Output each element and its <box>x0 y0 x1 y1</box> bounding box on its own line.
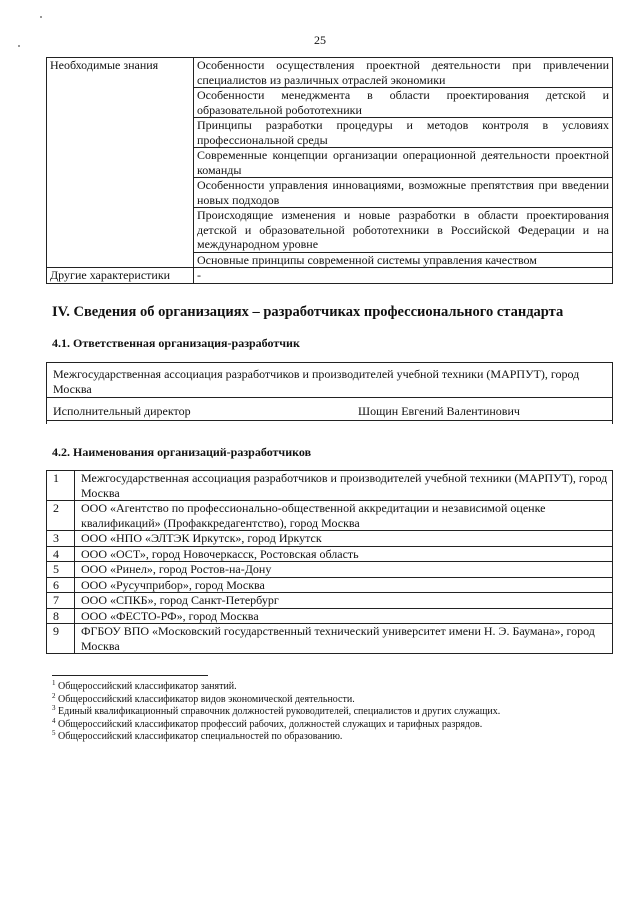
footnote-divider <box>52 675 208 676</box>
footnote-mark: 1 <box>52 679 56 687</box>
row-number: 8 <box>47 608 75 624</box>
footnotes <box>52 681 500 744</box>
divider <box>47 420 612 421</box>
footnote <box>52 731 500 744</box>
knowledge-label: Необходимые знания <box>47 58 194 268</box>
responsible-organization: Межгосударственная ассоциация разработчиков и производителей учебной техники (МАРПУТ), город Москва <box>53 367 580 396</box>
organization-name: Межгосударственная ассоциация разработчиков и производителей учебной техники (МАРПУТ), город Москва <box>75 471 613 501</box>
responsible-person: Шощин Евгений Валентинович <box>358 404 520 418</box>
responsible-heading: 4.1. Ответственная организация-разработчик <box>52 336 300 350</box>
knowledge-item: Особенности менеджмента в области проектирования детской и образовательной робототехники <box>194 88 613 118</box>
knowledge-table <box>46 57 613 284</box>
knowledge-item: Особенности осуществления проектной деятельности при привлечении специалистов из различных отраслей экономики <box>194 58 613 88</box>
footnote <box>52 706 500 719</box>
organization-name: ООО «СПКБ», город Санкт-Петербург <box>75 593 613 609</box>
organization-name: ООО «НПО «ЭЛТЭК Иркутск», город Иркутск <box>75 531 613 547</box>
row-number: 1 <box>47 471 75 501</box>
organization-name: ООО «ОСТ», город Новочеркасск, Ростовская область <box>75 546 613 562</box>
table-row <box>47 58 613 88</box>
footnote <box>52 716 500 732</box>
developers-table <box>46 470 613 654</box>
row-number: 2 <box>47 501 75 531</box>
table-row <box>47 501 613 531</box>
row-number: 3 <box>47 531 75 547</box>
row-number: 9 <box>47 624 75 654</box>
table-row <box>47 546 613 562</box>
knowledge-item: Происходящие изменения и новые разработки в области проектирования детской и образовательной робототехники в Российской Федерации и на международном уровне <box>194 208 613 253</box>
table-row <box>47 577 613 593</box>
section-title: IV. Сведения об организациях – разработчиках профессионального стандарта <box>52 304 564 320</box>
table-row <box>47 562 613 578</box>
footnote-text: Общероссийский классификатор занятий. <box>58 681 237 692</box>
row-number: 7 <box>47 593 75 609</box>
page-number: 25 <box>314 33 326 47</box>
developers-heading: 4.2. Наименования организаций-разработчиков <box>52 445 312 459</box>
footnote-text: Общероссийский классификатор профессий рабочих, должностей служащих и тарифных разрядов. <box>58 718 483 730</box>
footnote <box>52 681 500 694</box>
table-row <box>47 531 613 547</box>
footnote-text: Общероссийский классификатор видов экономической деятельности. <box>58 693 355 705</box>
table-row <box>47 593 613 609</box>
knowledge-item: Особенности управления инновациями, возможные препятствия при введении новых подходов <box>194 178 613 208</box>
organization-name: ООО «Агентство по профессионально-общественной аккредитации и независимой оценке квалификаций» (Профаккредагентство), город Москва <box>75 501 613 531</box>
organization-name: ООО «ФЕСТО-РФ», город Москва <box>75 608 613 624</box>
divider <box>47 397 612 398</box>
footnote-text: Общероссийский классификатор специальностей по образованию. <box>58 731 343 742</box>
row-number: 4 <box>47 546 75 562</box>
scan-speck <box>40 16 42 18</box>
knowledge-item: Основные принципы современной системы управления качеством <box>194 252 613 268</box>
row-number: 5 <box>47 562 75 578</box>
responsible-role: Исполнительный директор <box>53 404 191 418</box>
table-row <box>47 471 613 501</box>
table-row <box>47 608 613 624</box>
footnote-mark: 5 <box>52 729 56 737</box>
table-row <box>47 624 613 654</box>
organization-name: ООО «Ринел», город Ростов-на-Дону <box>75 562 613 578</box>
footnote-mark: 2 <box>52 691 56 700</box>
other-characteristics-label: Другие характеристики <box>47 268 194 284</box>
footnote <box>52 691 500 707</box>
responsible-organization-box <box>46 362 613 424</box>
knowledge-item: Современные концепции организации операционной деятельности проектной команды <box>194 148 613 178</box>
footnote-mark: 4 <box>52 716 56 725</box>
footnote-text: Единый квалификационный справочник должностей руководителей, специалистов и других служащих. <box>58 706 501 717</box>
organization-name: ФГБОУ ВПО «Московский государственный технический университет имени Н. Э. Баумана», город Москва <box>75 624 613 654</box>
organization-name: ООО «Русучприбор», город Москва <box>75 577 613 593</box>
knowledge-item: Принципы разработки процедуры и методов контроля в условиях профессиональной среды <box>194 118 613 148</box>
footnote-mark: 3 <box>52 704 56 712</box>
other-characteristics-value: - <box>194 268 613 284</box>
table-row <box>47 268 613 284</box>
row-number: 6 <box>47 577 75 593</box>
